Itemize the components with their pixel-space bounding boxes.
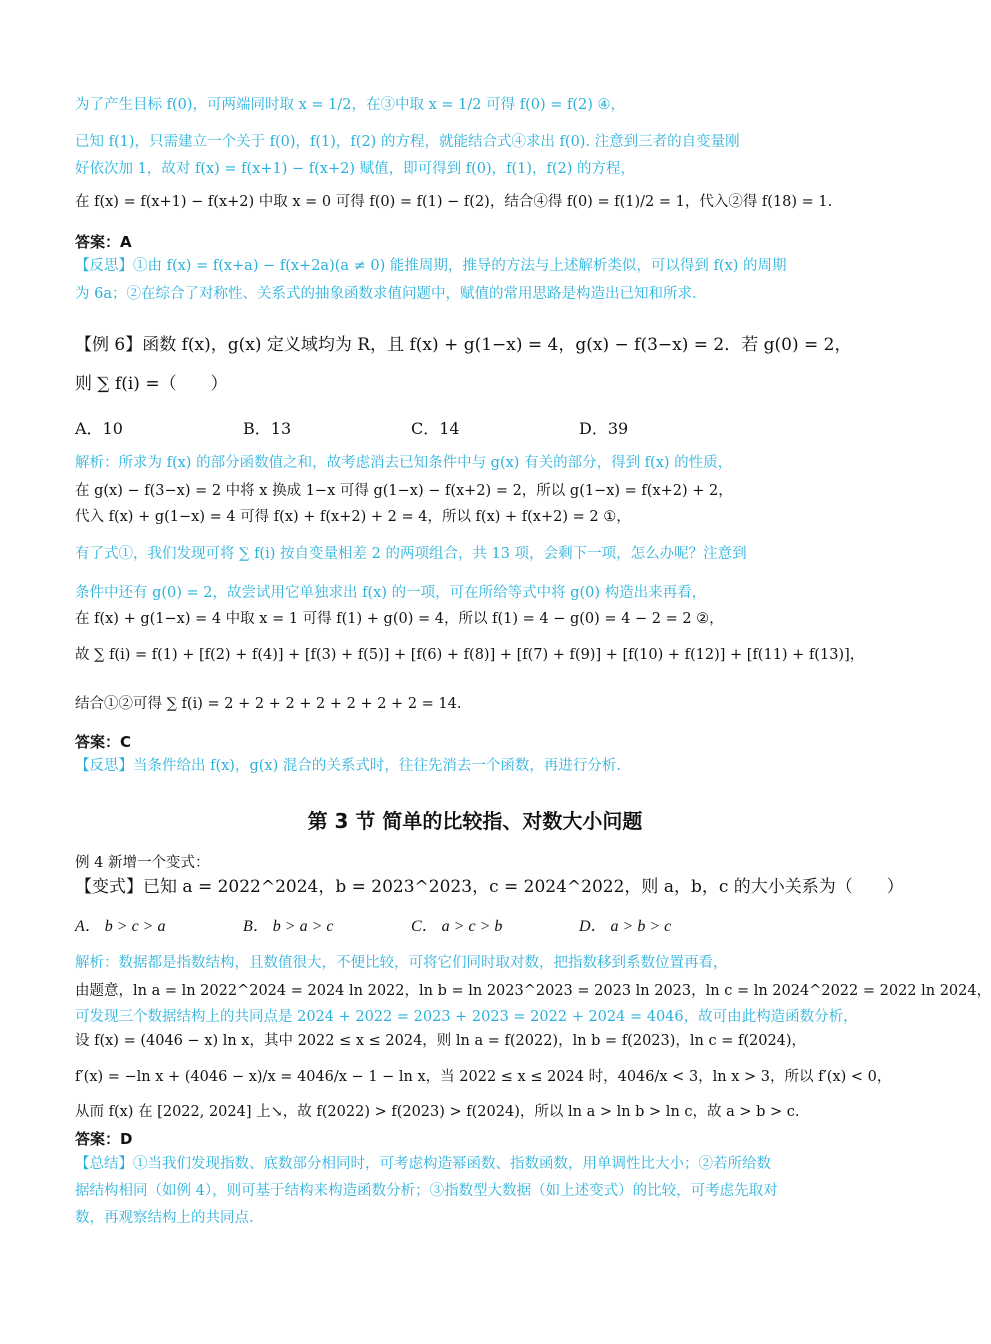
solution-line: 在 g(x) − f(3−x) = 2 中将 x 换成 1−x 可得 g(1−x) − f(x+2) = 2，所以 g(1−x) = f(x+2) + 2， — [75, 483, 733, 499]
reflection-line: 【反思】①由 f(x) = f(x+a) − f(x+2a)(a ≠ 0) 能推周期，推导的方法与上述解析类似，可以得到 f(x) 的周期 — [75, 258, 787, 274]
option-a: A． b > c > a — [75, 918, 166, 935]
variant-options — [75, 913, 885, 936]
summary-line: 【总结】①当我们发现指数、底数部分相同时，可考虑构造幂函数、指数函数，用单调性比大小；②若所给数 — [75, 1156, 771, 1172]
option-c: C．14 — [411, 419, 460, 438]
solution-line: 条件中还有 g(0) = 2，故尝试用它单独求出 f(x) 的一项，可在所给等式中将 g(0) 构造出来再看， — [75, 585, 707, 601]
solution-line: 代入 f(x) + g(1−x) = 4 可得 f(x) + f(x+2) + 2 = 4，所以 f(x) + f(x+2) = 2 ①， — [75, 509, 631, 525]
option-c: C． a > c > b — [411, 918, 503, 935]
solution-line: 故 ∑ f(i) = f(1) + [f(2) + f(4)] + [f(3) + f(5)] + [f(6) + f(8)] + [f(7) + f(9)] + [f(10) + f(12)] + [f(11) + f(13)]， — [75, 647, 865, 663]
variant-question: 【变式】已知 a = 2022^2024，b = 2023^2023，c = 2024^2022，则 a，b，c 的大小关系为（ ） — [75, 877, 904, 897]
section-heading: 第 3 节 简单的比较指、对数大小问题 — [307, 809, 643, 833]
reflection-line: 为 6a；②在综合了对称性、关系式的抽象函数求值问题中，赋值的常用思路是构造出已知和所求. — [75, 286, 697, 302]
option-b: B． b > a > c — [243, 918, 334, 935]
answer-label: 答案：A — [75, 233, 132, 251]
solution-line: 为了产生目标 f(0)，可两端同时取 x = 1/2，在③中取 x = 1/2 可得 f(0) = f(2) ④， — [75, 97, 625, 113]
summary-line: 据结构相同（如例 4），则可基于结构来构造函数分析；③指数型大数据（如上述变式）的比较，可考虑先取对 — [75, 1183, 778, 1199]
solution-line: 在 f(x) + g(1−x) = 4 中取 x = 1 可得 f(1) + g(0) = 4，所以 f(1) = 4 − g(0) = 4 − 2 = 2 ②， — [75, 611, 724, 627]
reflection-line: 【反思】当条件给出 f(x)，g(x) 混合的关系式时，往往先消去一个函数，再进行分析. — [75, 758, 621, 774]
option-d: D．39 — [579, 419, 629, 438]
option-b: B．13 — [243, 419, 292, 438]
solution-line: 解析：数据都是指数结构，且数值很大，不便比较，可将它们同时取对数，把指数移到系数位置再看， — [75, 955, 728, 971]
solution-line: 已知 f(1)，只需建立一个关于 f(0)，f(1)，f(2) 的方程，就能结合式④求出 f(0). 注意到三者的自变量刚 — [75, 134, 740, 150]
solution-line: 结合①②可得 ∑ f(i) = 2 + 2 + 2 + 2 + 2 + 2 + 2 = 14. — [75, 696, 462, 712]
summary-line: 数，再观察结构上的共同点. — [75, 1210, 254, 1226]
solution-line: 有了式①，我们发现可将 ∑ f(i) 按自变量相差 2 的两项组合，共 13 项，会剩下一项，怎么办呢？注意到 — [75, 546, 747, 562]
solution-line: f′(x) = −ln x + (4046 − x)/x = 4046/x − 1 − ln x，当 2022 ≤ x ≤ 2024 时，4046/x < 3，ln x > 3，所以 f′(x) < 0， — [75, 1069, 892, 1085]
solution-line: 由题意，ln a = ln 2022^2024 = 2024 ln 2022，ln b = ln 2023^2023 = 2023 ln 2023，ln c = ln 2024^2022 = 2022 ln 2024， — [75, 983, 991, 999]
solution-line: 从而 f(x) 在 [2022, 2024] 上↘，故 f(2022) > f(2023) > f(2024)，所以 ln a > ln b > ln c，故 a > b > c. — [75, 1104, 800, 1120]
variant-intro: 例 4 新增一个变式： — [75, 855, 210, 871]
option-a: A．10 — [75, 419, 123, 438]
example-6-question: 则 ∑ f(i) =（ ） — [75, 374, 228, 394]
answer-label: 答案：D — [75, 1130, 133, 1148]
solution-line: 解析：所求为 f(x) 的部分函数值之和，故考虑消去已知条件中与 g(x) 有关的部分，得到 f(x) 的性质， — [75, 455, 733, 471]
option-d: D． a > b > c — [579, 918, 672, 935]
example-6-options — [75, 416, 885, 439]
solution-line: 在 f(x) = f(x+1) − f(x+2) 中取 x = 0 可得 f(0) = f(1) − f(2)，结合④得 f(0) = f(1)/2 = 1，代入②得 f(18) = 1. — [75, 194, 833, 210]
solution-line: 可发现三个数据结构上的共同点是 2024 + 2022 = 2023 + 2023 = 2022 + 2024 = 4046，故可由此构造函数分析， — [75, 1009, 858, 1025]
answer-label: 答案：C — [75, 733, 132, 751]
solution-line: 好依次加 1，故对 f(x) = f(x+1) − f(x+2) 赋值，即可得到 f(0)，f(1)，f(2) 的方程， — [75, 161, 636, 177]
solution-line: 设 f(x) = (4046 − x) ln x，其中 2022 ≤ x ≤ 2024，则 ln a = f(2022)，ln b = f(2023)，ln c = f(2024)， — [75, 1033, 807, 1049]
example-6-stem: 【例 6】函数 f(x)，g(x) 定义域均为 R，且 f(x) + g(1−x) = 4，g(x) − f(3−x) = 2．若 g(0) = 2， — [75, 335, 852, 355]
